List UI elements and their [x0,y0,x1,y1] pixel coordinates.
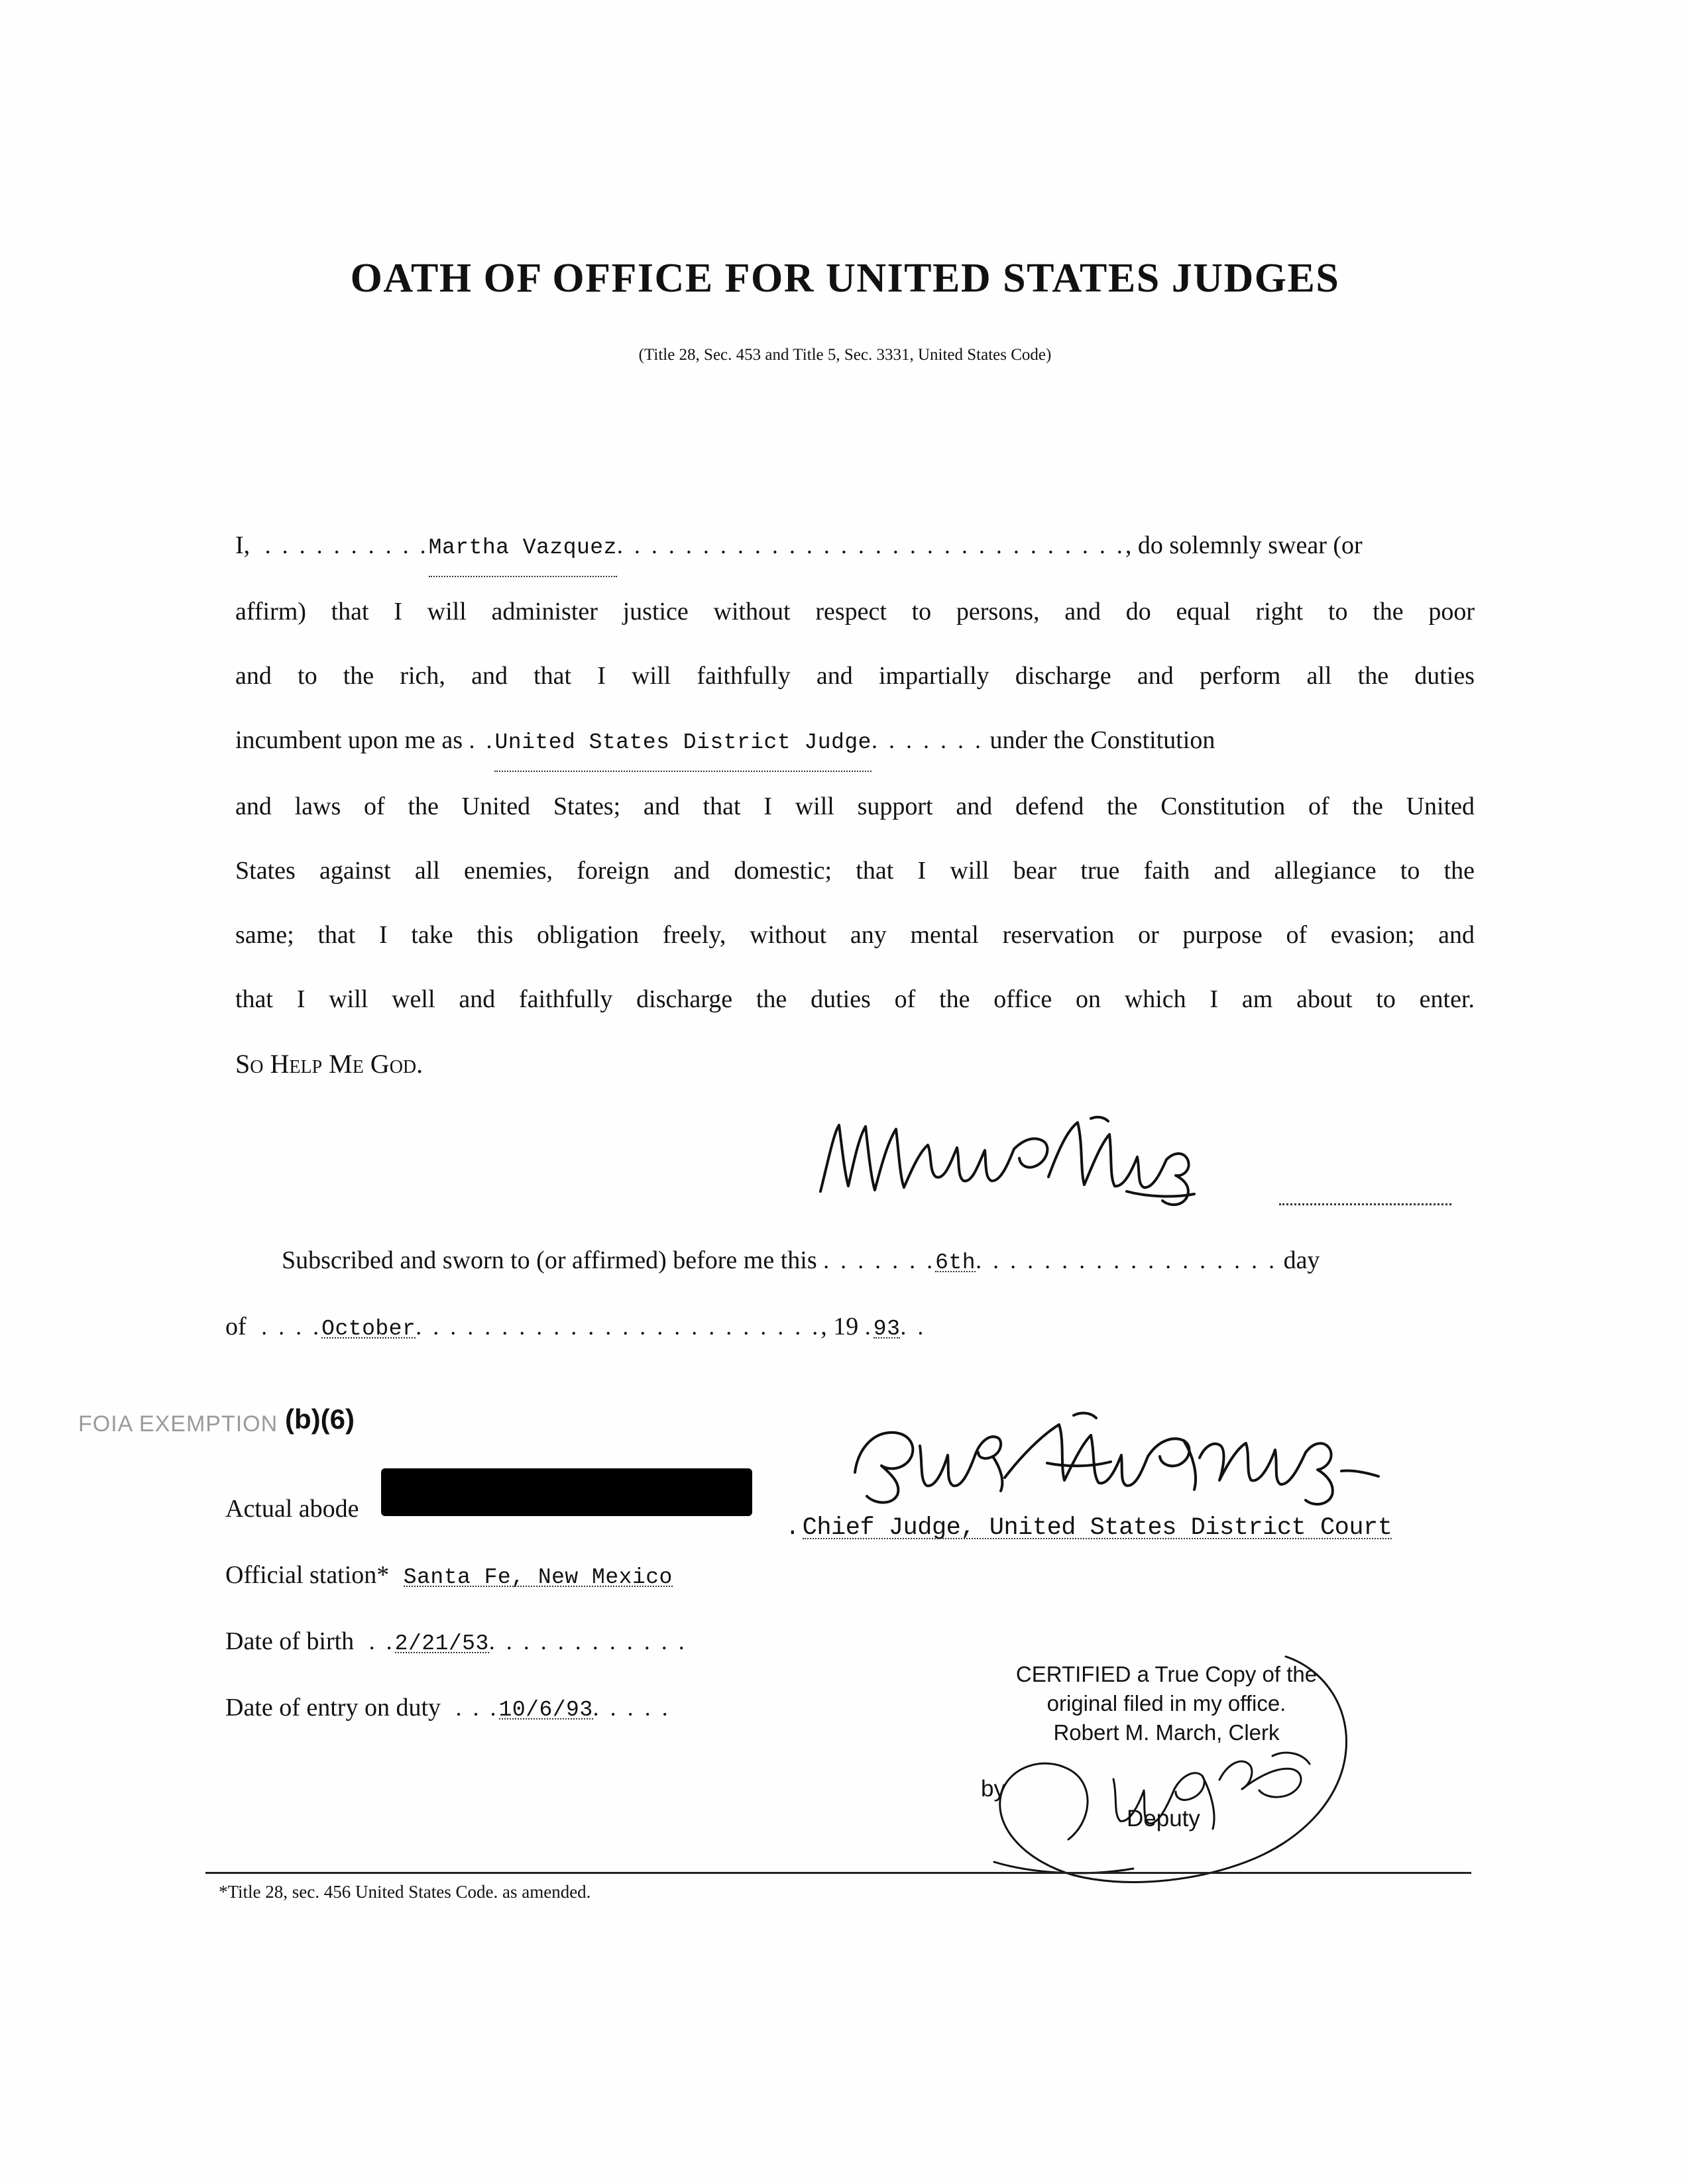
certification-line-1: CERTIFIED a True Copy of the [1015,1662,1318,1686]
oath-line-5: and laws of the United States; and that I will support and defend the Constitution of the United [235,792,1475,820]
oath-office-value: United States District Judge [494,710,872,775]
certification-line-3: Robert M. March, Clerk [1053,1720,1280,1745]
dots-leader-8: . . . . . . . . . . . . . . . . . . . . . . . . [416,1313,821,1340]
field-official-station-label: Official station* [225,1561,390,1589]
sworn-year-value: 93 [873,1317,901,1341]
field-date-of-birth [225,1627,687,1656]
sworn-lead: Subscribed and sworn to (or affirmed) before me this [282,1246,817,1274]
footer-divider [205,1872,1471,1874]
oath-line-9: So Help Me God. [235,1049,423,1079]
field-official-station-value: Santa Fe, New Mexico [403,1565,673,1590]
dots-leader-7: . . . . [253,1313,322,1340]
page-title: OATH OF OFFICE FOR UNITED STATES JUDGES [350,256,1340,301]
officer-title [785,1514,1392,1542]
oath-line1-tail: , do solemnly swear (or [1125,531,1363,559]
dots-leader-12: . . . . . . . . . . . . [488,1628,687,1655]
oath-line-6: States against all enemies, foreign and domestic; that I will bear true faith and allegiance to the [235,857,1475,885]
deputy-signature [915,1643,1392,1908]
oath-line4-tail: under the Constitution [989,726,1215,754]
oath-body [235,514,1475,1096]
sworn-line [282,1246,1320,1275]
dots-leader-10: . . [900,1313,927,1340]
field-actual-abode [225,1494,359,1523]
signature-dotted-line [1279,1203,1451,1205]
oath-line-3: and to the rich, and that I will faithfully and impartially discharge and perform all the duties [235,662,1475,690]
dots-leader-13: . . . [447,1694,499,1721]
dots-leader-11: . . [360,1628,395,1655]
sworn-day-value: 6th [935,1250,976,1275]
certification-line-2: original filed in my office. [1046,1691,1286,1716]
dots-leader-15: . [785,1514,803,1541]
dots-leader-9: . [864,1313,873,1340]
oath-line4-lead: incumbent upon me as [235,726,463,754]
oath-i-label: I, [235,531,251,559]
oath-line-1 [235,514,1475,580]
sworn-of-line [225,1312,926,1341]
oath-line-4 [235,708,1475,775]
field-date-of-entry-value: 10/6/93 [498,1698,593,1722]
officer-title-text: Chief Judge, United States District Court [802,1514,1392,1542]
field-date-of-entry-label: Date of entry on duty [225,1694,441,1721]
dots-leader-5: . . . . . . . [823,1247,936,1274]
dots-leader-6: . . . . . . . . . . . . . . . . . . [976,1247,1278,1274]
sworn-of-label: of [225,1313,247,1340]
foia-exemption-code: (b)(6) [285,1403,355,1435]
foia-exemption-label: FOIA EXEMPTION [78,1411,278,1437]
field-date-of-birth-label: Date of birth [225,1627,355,1655]
oath-line-8: that I will well and faithfully discharge the duties of the office on which I am about to enter. [235,985,1475,1013]
sworn-month-value: October [321,1317,416,1341]
dots-leader-14: . . . . . [592,1694,671,1721]
field-official-station [225,1560,673,1590]
footnote: *Title 28, sec. 456 United States Code. as amended. [219,1882,591,1902]
officer-signature [848,1411,1392,1498]
oath-line-2: affirm) that I will administer justice without respect to persons, and do equal right to the poor [235,598,1475,626]
field-actual-abode-label: Actual abode [225,1495,359,1523]
field-date-of-entry-on-duty [225,1693,671,1722]
oath-name-value: Martha Vazquez [429,516,617,580]
dots-leader-2: . . . . . . . . . . . . . . . . . . . . . . . . . . . . . . [616,532,1125,559]
judge-signature [815,1113,1279,1206]
dots-leader-3: . . [469,727,495,753]
dots-leader-4: . . . . . . . [871,727,984,753]
sworn-day-label: day [1283,1246,1320,1274]
dots-leader: . . . . . . . . . . [256,532,429,559]
redaction-bar-actual-abode [381,1468,752,1516]
field-date-of-birth-value: 2/21/53 [394,1631,489,1656]
certification-deputy-label: Deputy [1127,1806,1200,1831]
certification-by-label: by [981,1776,1005,1802]
page-subtitle: (Title 28, Sec. 453 and Title 5, Sec. 3331, United States Code) [638,346,1052,364]
oath-line-7: same; that I take this obligation freely, without any mental reservation or purpose of evasion; and [235,921,1475,949]
sworn-year-prefix: , 19 [820,1313,859,1340]
